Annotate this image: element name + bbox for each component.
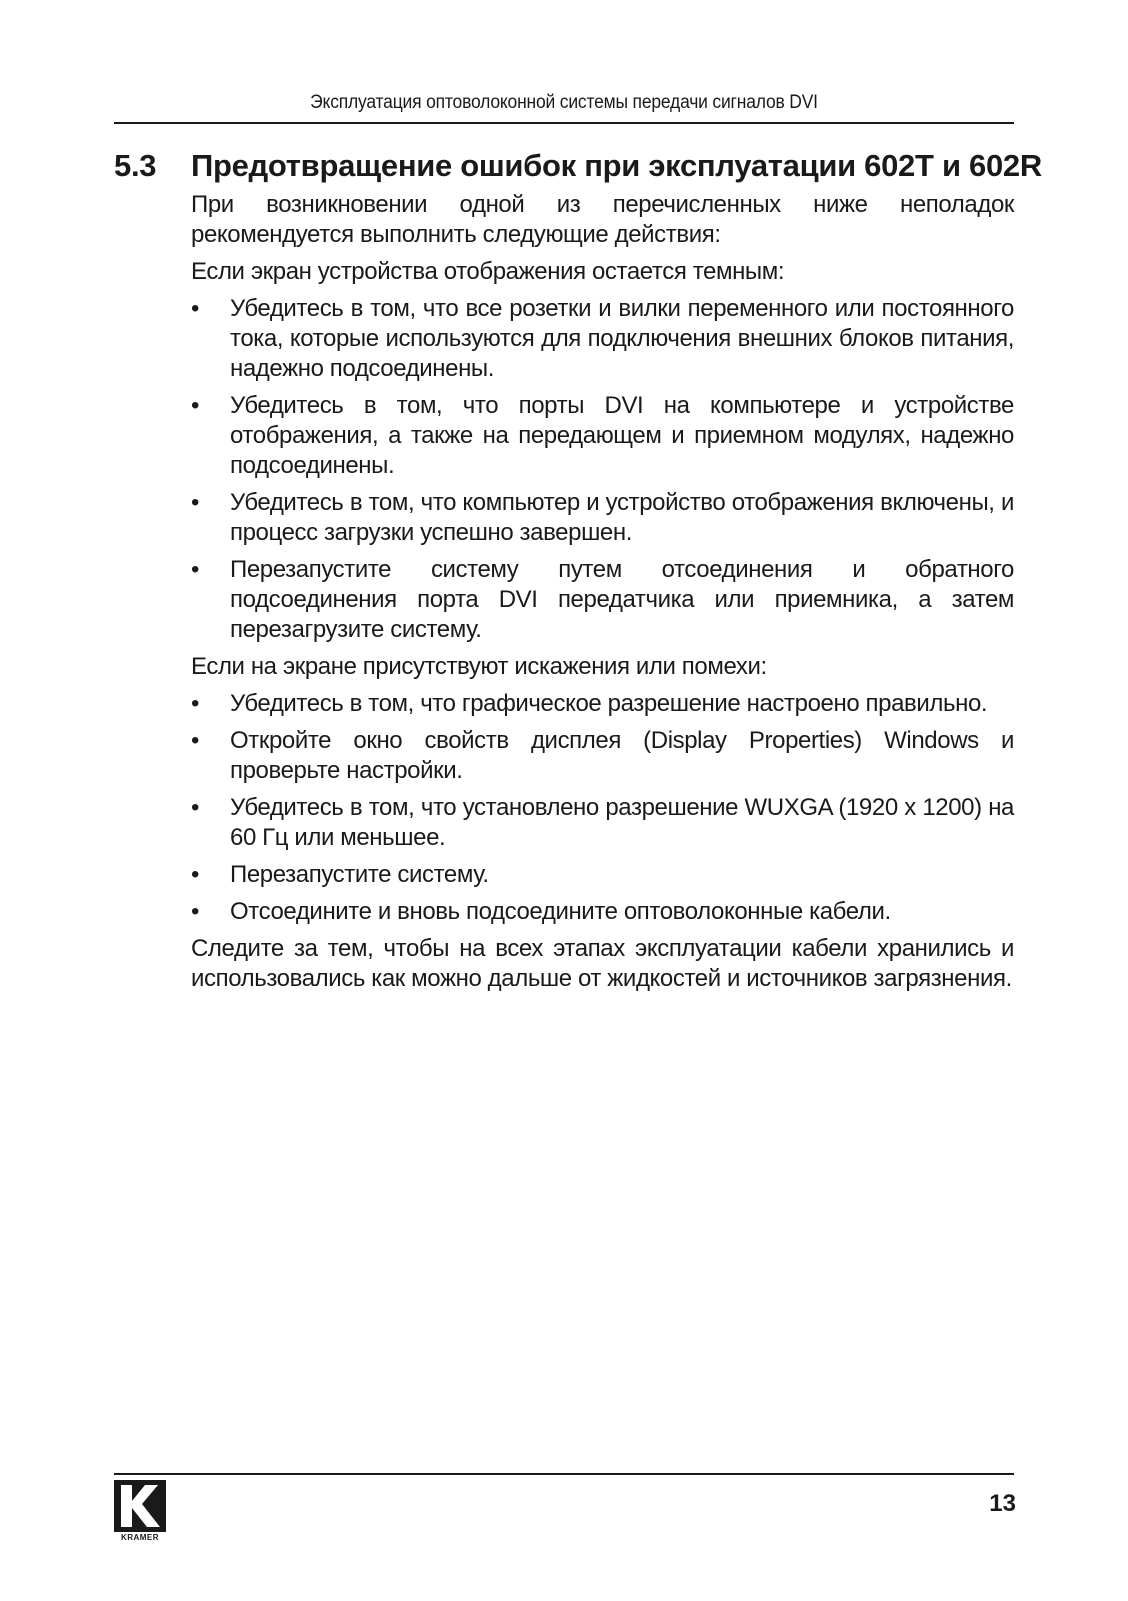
list-item [191, 860, 1014, 890]
bullet-icon: • [191, 727, 200, 754]
list-item-text: Убедитесь в том, что порты DVI на компьютере и устройстве отображения, а также на передающем и приемном модулях, надежно подсоединены. [230, 392, 1014, 479]
list-item-text: Перезапустите систему. [230, 861, 489, 888]
noise-heading: Если на экране присутствуют искажения или помехи: [191, 653, 767, 680]
bullet-icon: • [191, 489, 200, 516]
dark-screen-heading: Если экран устройства отображения остается темным: [191, 258, 785, 285]
list-item [191, 391, 1014, 481]
page-number: 13 [989, 1490, 1016, 1517]
bullet-icon: • [191, 794, 200, 821]
list-item [191, 488, 1014, 548]
list-item-text: Убедитесь в том, что компьютер и устройство отображения включены, и процесс загрузки успешно завершен. [230, 489, 1014, 546]
list-item-text: Убедитесь в том, что все розетки и вилки переменного или постоянного тока, которые используются для подключения внешних блоков питания, надежно подсоединены. [230, 295, 1014, 382]
list-item [191, 897, 1014, 927]
list-item-text: Перезапустите систему путем отсоединения и обратного подсоединения порта DVI передатчика или приемника, а затем перезагрузите систему. [230, 556, 1014, 643]
running-header: Эксплуатация оптоволоконной системы передачи сигналов DVI [310, 92, 818, 113]
closing-paragraph: Следите за тем, чтобы на всех этапах эксплуатации кабели хранились и использовались как можно дальше от жидкостей и источников загрязнения. [191, 935, 1014, 992]
bullet-icon: • [191, 295, 200, 322]
header-divider [114, 122, 1014, 124]
bullet-icon: • [191, 690, 200, 717]
kramer-logo-icon [114, 1480, 166, 1532]
bullet-icon: • [191, 898, 200, 925]
list-item [191, 555, 1014, 645]
dark-screen-list [191, 294, 1014, 645]
logo-wordmark: KRAMER [120, 1533, 160, 1542]
section-heading [114, 148, 1042, 184]
list-item-text: Убедитесь в том, что графическое разрешение настроено правильно. [230, 690, 988, 717]
bullet-icon: • [191, 392, 200, 419]
list-item [191, 689, 1014, 719]
list-item [191, 793, 1014, 853]
body-text [191, 190, 1014, 1001]
list-item-text: Отсоедините и вновь подсоедините оптоволоконные кабели. [230, 898, 891, 925]
list-item [191, 294, 1014, 384]
list-item-text: Откройте окно свойств дисплея (Display Properties) Windows и проверьте настройки. [230, 727, 1014, 784]
section-number: 5.3 [114, 148, 157, 183]
bullet-icon: • [191, 556, 200, 583]
intro-paragraph: При возникновении одной из перечисленных ниже неполадок рекомендуется выполнить следующие действия: [191, 191, 1014, 248]
noise-list [191, 689, 1014, 927]
section-title: Предотвращение ошибок при эксплуатации 602T и 602R [191, 148, 1042, 183]
bullet-icon: • [191, 861, 200, 888]
list-item [191, 726, 1014, 786]
footer-divider [114, 1473, 1014, 1475]
list-item-text: Убедитесь в том, что установлено разрешение WUXGA (1920 x 1200) на 60 Гц или меньшее. [230, 794, 1014, 851]
